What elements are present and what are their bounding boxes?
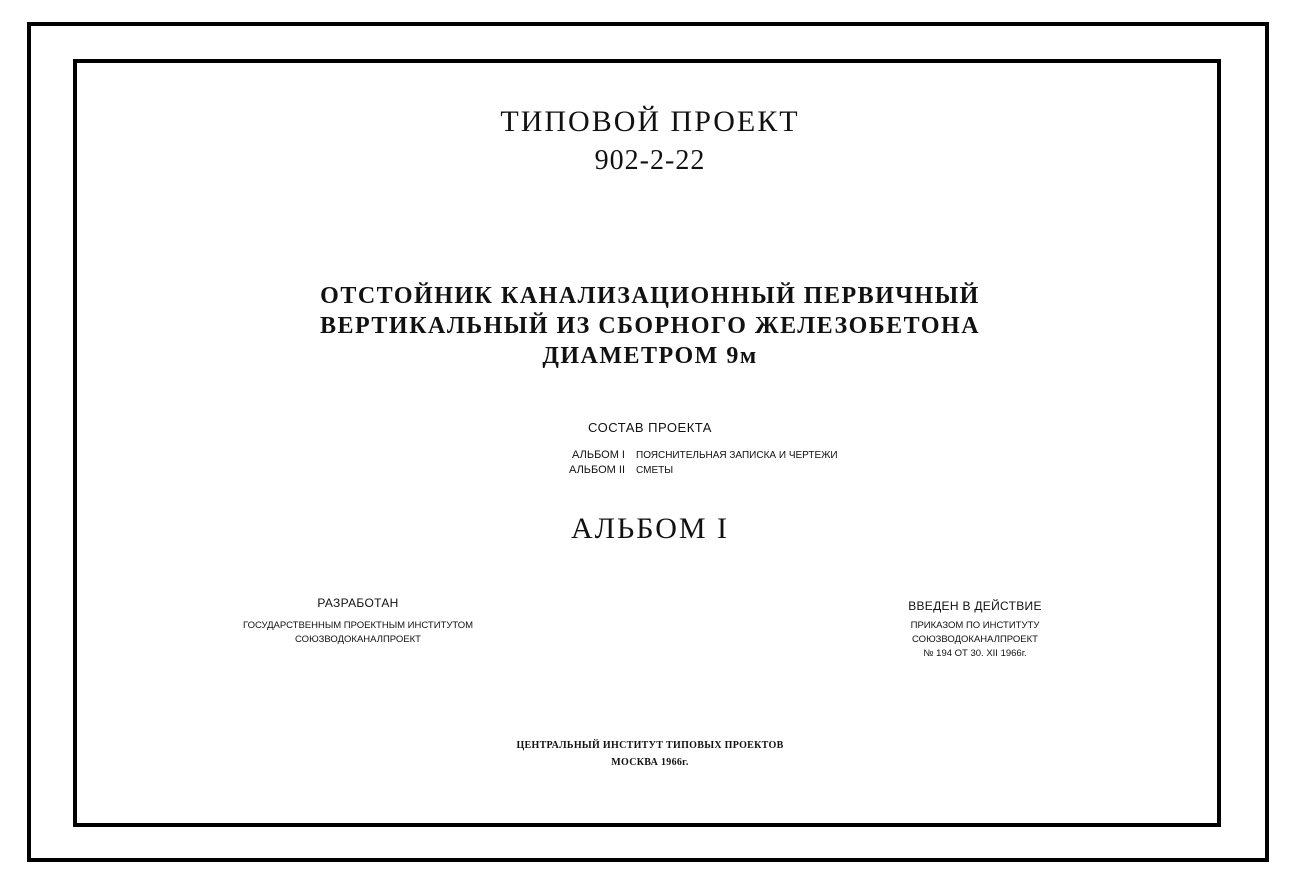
project-number: 902-2-22 [594,145,706,176]
subject-line-1: ОТСТОЙНИК КАНАЛИЗАЦИОННЫЙ ПЕРВИЧНЫЙ [320,283,980,309]
composition-title: СОСТАВ ПРОЕКТА [588,420,712,435]
footer-city-year: МОСКВА 1966г. [611,757,689,768]
enacted-heading: ВВЕДЕН В ДЕЙСТВИЕ [908,599,1042,613]
album-name: АЛЬБОМ I [572,449,625,461]
enacted-line-1: ПРИКАЗОМ ПО ИНСТИТУТУ [910,620,1040,631]
album-description: ПОЯСНИТЕЛЬНАЯ ЗАПИСКА И ЧЕРТЕЖИ [636,450,838,461]
album-list-item [0,463,1300,478]
album-heading: АЛЬБОМ I [570,512,730,545]
subject-line-3: ДИАМЕТРОМ 9м [542,343,758,369]
album-list-item [0,448,1300,463]
developed-line-2: СОЮЗВОДОКАНАЛПРОЕКТ [295,634,421,645]
footer-institute: ЦЕНТРАЛЬНЫЙ ИНСТИТУТ ТИПОВЫХ ПРОЕКТОВ [516,740,784,751]
developed-heading: РАЗРАБОТАН [317,596,399,610]
developed-line-1: ГОСУДАРСТВЕННЫМ ПРОЕКТНЫМ ИНСТИТУТОМ [242,620,474,631]
document-title: ТИПОВОЙ ПРОЕКТ [500,105,800,138]
enacted-line-3: № 194 ОТ 30. XII 1966г. [923,648,1027,659]
enacted-line-2: СОЮЗВОДОКАНАЛПРОЕКТ [912,634,1038,645]
subject-line-2: ВЕРТИКАЛЬНЫЙ ИЗ СБОРНОГО ЖЕЛЕЗОБЕТОНА [319,313,981,339]
album-name: АЛЬБОМ II [569,464,625,476]
album-description: СМЕТЫ [636,465,674,476]
